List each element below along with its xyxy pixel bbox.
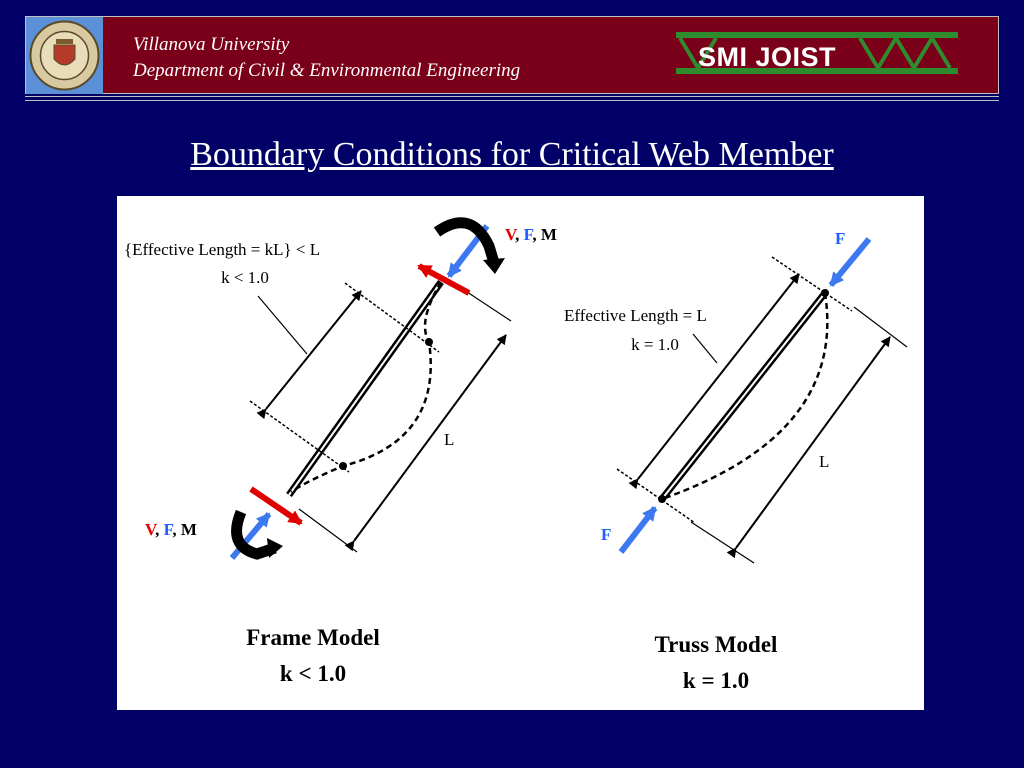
university-name: Villanova University [133, 34, 290, 55]
truss-force-bottom-label: F [601, 525, 612, 544]
truss-ext-line-L-bottom [691, 522, 754, 563]
frame-ext-line-L-bottom [299, 509, 357, 552]
frame-bottom-sep2: , [172, 520, 181, 539]
truss-eff-length-dim [638, 274, 799, 479]
frame-bottom-v: V [145, 520, 156, 539]
frame-top-sep1: , [515, 225, 524, 244]
truss-bottom-force-arrow [621, 508, 655, 552]
frame-length-label: L [444, 430, 455, 449]
frame-bottom-f: F [163, 520, 173, 539]
frame-eff-length-dim [266, 291, 361, 409]
truss-length-dim [736, 337, 890, 548]
frame-k-note: k < 1.0 [221, 268, 269, 287]
slide-title: Boundary Conditions for Critical Web Member [190, 136, 834, 173]
header-rule-1 [25, 96, 999, 97]
truss-model-caption [616, 627, 816, 699]
truss-k-note: k = 1.0 [631, 335, 679, 354]
frame-top-m: M [540, 225, 557, 244]
truss-model-title: Truss Model [654, 632, 778, 657]
frame-model-title: Frame Model [246, 625, 380, 650]
frame-bottom-end-label [145, 520, 197, 540]
diagram-panel [117, 196, 924, 710]
truss-length-label: L [819, 452, 830, 471]
truss-eff-length-label: Effective Length = L [564, 306, 707, 325]
frame-leader-line [258, 296, 307, 354]
frame-top-f: F [523, 225, 533, 244]
truss-model-k: k = 1.0 [682, 668, 750, 693]
frame-bottom-sep1: , [155, 520, 164, 539]
truss-ext-line-top [772, 257, 852, 311]
frame-top-red-arrow [419, 266, 469, 293]
frame-model-caption [213, 620, 413, 692]
frame-bottom-moment-arrowhead [267, 538, 283, 558]
truss-ext-line-L-top [854, 307, 907, 347]
header-rule-2 [25, 100, 999, 101]
department-name: Department of Civil & Environmental Engineering [133, 60, 521, 81]
frame-eff-length-label: {Effective Length = kL} < L [124, 240, 321, 259]
frame-member [289, 282, 441, 495]
truss-force-top-label: F [835, 229, 846, 248]
frame-top-v: V [505, 225, 516, 244]
frame-top-end-label [505, 225, 557, 245]
frame-top-sep2: , [532, 225, 541, 244]
logo-text: SMI JOIST [698, 42, 837, 72]
frame-model-k: k < 1.0 [279, 661, 347, 686]
university-seal [26, 17, 103, 94]
frame-length-dim [354, 335, 506, 541]
frame-bottom-m: M [180, 520, 197, 539]
frame-top-moment-arrowhead [483, 258, 505, 274]
